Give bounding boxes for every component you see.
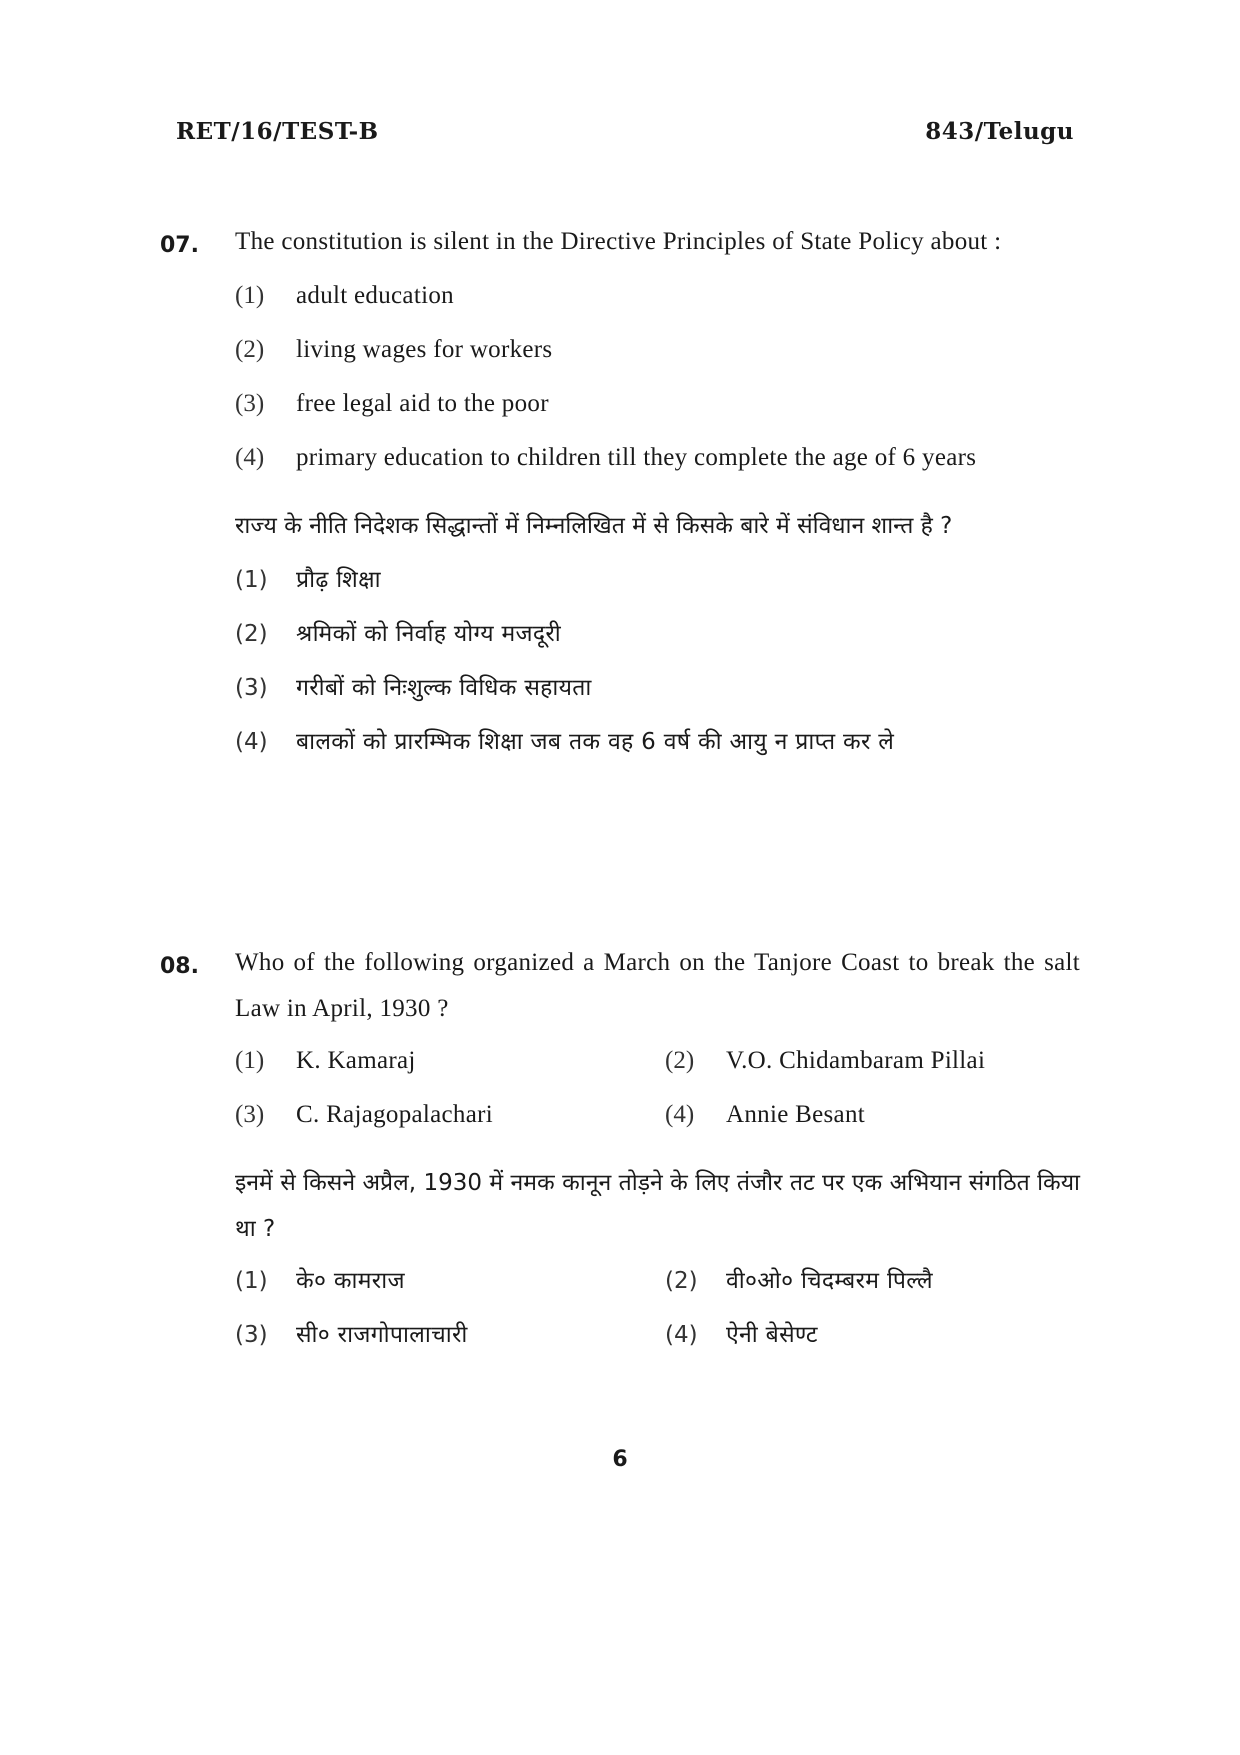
option-number: (2): [665, 1268, 698, 1294]
option-text: V.O. Chidambaram Pillai: [726, 1047, 986, 1074]
option: [235, 1312, 665, 1358]
option-number: (3): [235, 1322, 268, 1348]
question-text-en: Who of the following organized a March on the Tanjore Coast to break the salt Law in April, 1930 ?: [235, 949, 1080, 1022]
option: [665, 1312, 1085, 1358]
option-number: (1): [235, 282, 265, 309]
option-text: ऐनी बेसेण्ट: [726, 1322, 818, 1348]
option-text: वी०ओ० चिदम्बरम पिल्लै: [726, 1268, 933, 1294]
option: [665, 1258, 1085, 1304]
question-number: 08.: [160, 954, 199, 979]
option-text: प्रौढ़ शिक्षा: [296, 567, 381, 593]
option: [235, 1092, 665, 1138]
option: [235, 381, 1080, 427]
option: [235, 327, 1080, 373]
option: [235, 665, 1080, 711]
option-number: (2): [665, 1047, 695, 1074]
option-number: (2): [235, 621, 268, 647]
option-number: (3): [235, 1101, 265, 1128]
question-08: [160, 940, 1080, 1358]
option-number: (4): [665, 1322, 698, 1348]
option-text: के० कामराज: [296, 1268, 405, 1294]
option-text: adult education: [296, 282, 454, 309]
option: [665, 1038, 1085, 1084]
options-en: [235, 1038, 1080, 1138]
option-text: Annie Besant: [726, 1101, 865, 1128]
option: [235, 611, 1080, 657]
question-text-en: The constitution is silent in the Directive Principles of State Policy about :: [235, 228, 1002, 255]
option-text: श्रमिकों को निर्वाह योग्य मजदूरी: [296, 621, 562, 647]
option-number: (4): [235, 729, 268, 755]
option-text: free legal aid to the poor: [296, 390, 549, 417]
option: [235, 557, 1080, 603]
question-number: 07.: [160, 233, 199, 258]
options-en: [235, 273, 1080, 481]
option-text: सी० राजगोपालाचारी: [296, 1322, 468, 1348]
option: [235, 435, 1080, 481]
option-number: (1): [235, 1047, 265, 1074]
option: [235, 1038, 665, 1084]
option: [235, 1258, 665, 1304]
option-number: (3): [235, 390, 265, 417]
question-07: [160, 219, 1080, 773]
option-text: बालकों को प्रारम्भिक शिक्षा जब तक वह 6 वर्ष की आयु न प्राप्त कर ले: [296, 729, 895, 755]
options-hi: [235, 1258, 1080, 1358]
option: [235, 719, 1080, 765]
option: [235, 273, 1080, 319]
option-number: (4): [235, 444, 265, 471]
option-text: गरीबों को निःशुल्क विधिक सहायता: [296, 675, 592, 701]
option: [665, 1092, 1085, 1138]
question-text-hi: इनमें से किसने अप्रैल, 1930 में नमक कानून तोड़ने के लिए तंजौर तट पर एक अभियान संगठित किया था ?: [235, 1170, 1080, 1242]
option-text: K. Kamaraj: [296, 1047, 416, 1074]
subject-code: 843/Telugu: [925, 118, 1074, 145]
option-text: C. Rajagopalachari: [296, 1101, 493, 1128]
question-text-hi: राज्य के नीति निदेशक सिद्धान्तों में निम्नलिखित में से किसके बारे में संविधान शान्त है ?: [235, 513, 953, 539]
page-number: 6: [612, 1447, 628, 1472]
option-text: living wages for workers: [296, 336, 553, 363]
paper-code: RET/16/TEST-B: [176, 118, 379, 145]
option-number: (3): [235, 675, 268, 701]
option-number: (4): [665, 1101, 695, 1128]
option-number: (2): [235, 336, 265, 363]
option-text: primary education to children till they complete the age of 6 years: [296, 444, 977, 471]
options-hi: [235, 557, 1080, 765]
option-number: (1): [235, 1268, 268, 1294]
option-number: (1): [235, 567, 268, 593]
